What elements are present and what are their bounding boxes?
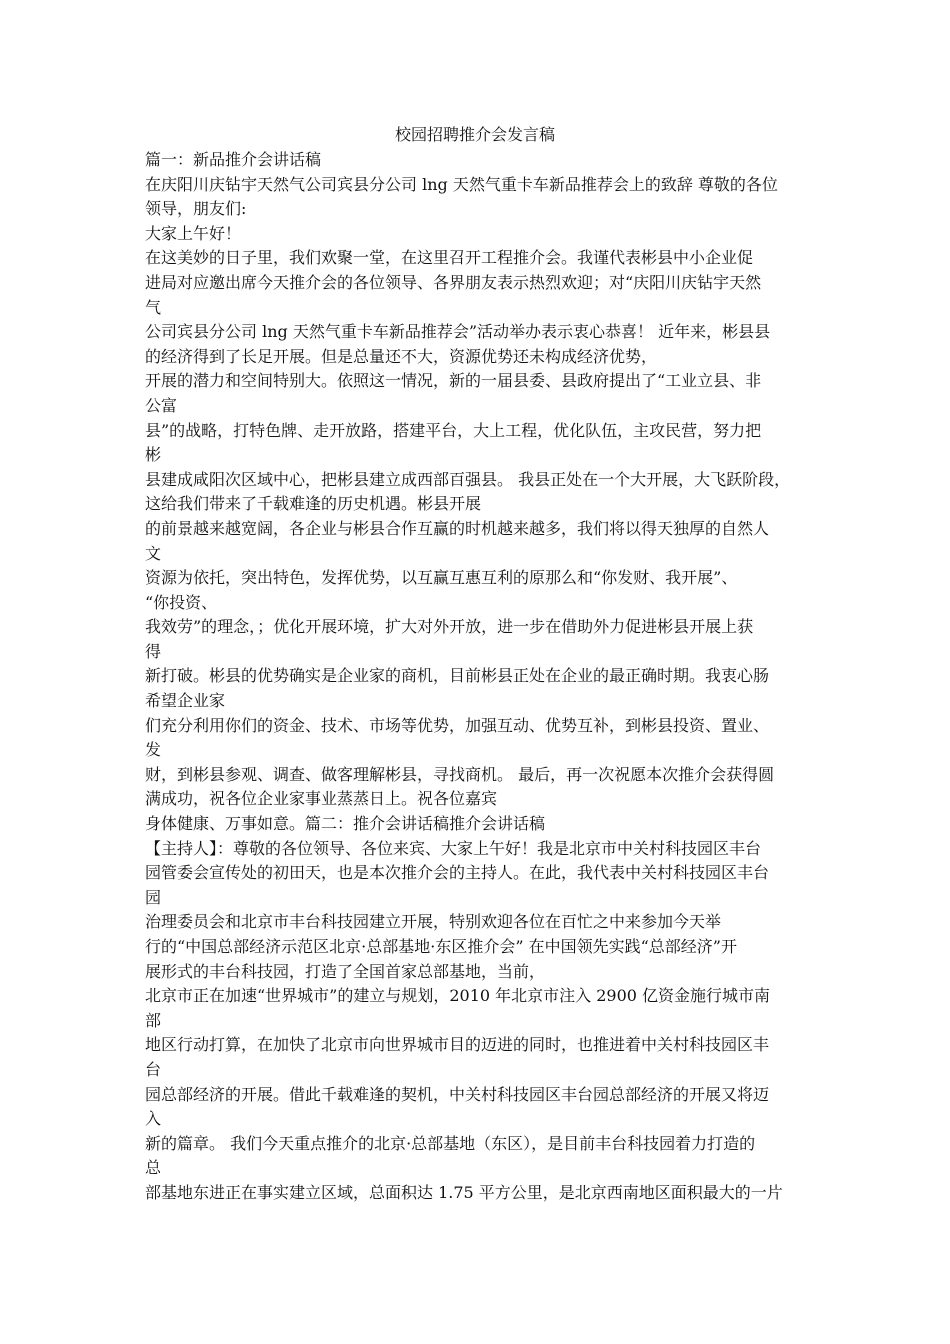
text-line: 园管委会宣传处的初田天，也是本次推介会的主持人。在此，我代表中关村科技园区丰台 [145,863,770,883]
text-line: 在庆阳川庆钻宇天然气公司宾县分公司 lng 天然气重卡车新品推荐会上的致辞 尊敬的各位 [145,174,778,194]
text-line: 的前景越来越宽阔，各企业与彬县合作互赢的时机越来越多，我们将以得天独厚的自然人 [145,518,770,538]
text-line: 园总部经济的开展。借此千载难逢的契机，中关村科技园区丰台园总部经济的开展又将迈 [145,1084,770,1104]
text-line: 台 [145,1059,162,1079]
text-line: 开展的潜力和空间特别大。依照这一情况，新的一届县委、县政府提出了“工业立县、非 [145,371,762,391]
text-line: 公司宾县分公司 lng 天然气重卡车新品推荐会”活动举办表示衷心恭喜！ 近年来，彬县县 [145,322,771,342]
text-line: 希望企业家 [145,691,226,711]
text-line: 进局对应邀出席今天推介会的各位领导、各界朋友表示热烈欢迎；对“庆阳川庆钻宇天然 [145,272,762,292]
text-line: 入 [145,1109,162,1129]
text-line: 【主持人】：尊敬的各位领导、各位来宾、大家上午好！我是北京市中关村科技园区丰台 [145,838,762,858]
text-line: 发 [145,740,162,760]
text-line: 气 [145,297,162,317]
text-line: 北京市正在加速“世界城市”的建立与规划，2010 年北京市注入 2900 亿资金施行城市南 [145,986,771,1006]
text-line: 领导，朋友们: [145,199,247,219]
text-line: 这给我们带来了千载难逢的历史机遇。彬县开展 [145,494,482,514]
text-line: 部基地东进正在事实建立区域，总面积达 1.75 平方公里，是北京西南地区面积最大的一片 [145,1182,783,1202]
document-body [145,148,825,1206]
text-line: 的经济得到了长足开展。但是总量还不大，资源优势还未构成经济优势， [145,346,658,366]
text-line: 地区行动打算，在加快了北京市向世界城市目的迈进的同时，也推进着中关村科技园区丰 [145,1035,770,1055]
text-line: 们充分利用你们的资金、技术、市场等优势，加强互动、优势互补，到彬县投资、置业、 [145,715,770,735]
text-line: 篇一：新品推介会讲话稿 [145,150,322,169]
text-line: 文 [145,543,162,563]
document-title: 校园招聘推介会发言稿 [394,125,555,144]
text-line: 身体健康、万事如意。篇二：推介会讲话稿推介会讲话稿 [145,814,546,834]
text-line: 在这美妙的日子里，我们欢聚一堂，在这里召开工程推介会。我谨代表彬县中小企业促 [145,248,754,268]
text-line: 得 [145,641,162,661]
text-line: 县”的战略，打特色牌、走开放路，搭建平台，大上工程，优化队伍，主攻民营，努力把 [145,420,762,440]
text-line: 行的“中国总部经济示范区北京·总部基地·东区推介会” 在中国领先实践“总部经济”开 [145,937,737,956]
text-line: 展形式的丰台科技园，打造了全国首家总部基地，当前， [145,961,546,981]
text-line: 总 [145,1158,162,1178]
text-line: 彬 [145,445,162,465]
text-line: 大家上午好！ [145,223,242,243]
text-line: 财，到彬县参观、调查、做客理解彬县，寻找商机。 最后，再一次祝愿本次推介会获得圆 [145,764,775,784]
text-line: 我效劳”的理念，；优化开展环境，扩大对外开放，进一步在借助外力促进彬县开展上获 [145,617,754,637]
text-line: 满成功，祝各位企业家事业蒸蒸日上。祝各位嘉宾 [145,789,498,809]
text-line: 资源为依托，突出特色，发挥优势，以互赢互惠互利的原那么和“你发财、我开展”、 [145,568,738,588]
text-line: 公富 [145,395,178,415]
text-line: “你投资、 [145,592,218,612]
text-line: 新打破。彬县的优势确实是企业家的商机，目前彬县正处在企业的最正确时期。我衷心肠 [145,666,770,686]
text-line: 新的篇章。 我们今天重点推介的北京·总部基地（东区），是目前丰台科技园着力打造的 [145,1133,756,1153]
text-line: 园 [145,887,162,907]
text-line: 县建成咸阳次区域中心，把彬县建立成西部百强县。 我县正处在一个大开展，大飞跃阶段， [145,469,791,489]
text-line: 部 [145,1010,162,1030]
text-line: 治理委员会和北京市丰台科技园建立开展，特别欢迎各位在百忙之中来参加今天举 [145,912,722,932]
